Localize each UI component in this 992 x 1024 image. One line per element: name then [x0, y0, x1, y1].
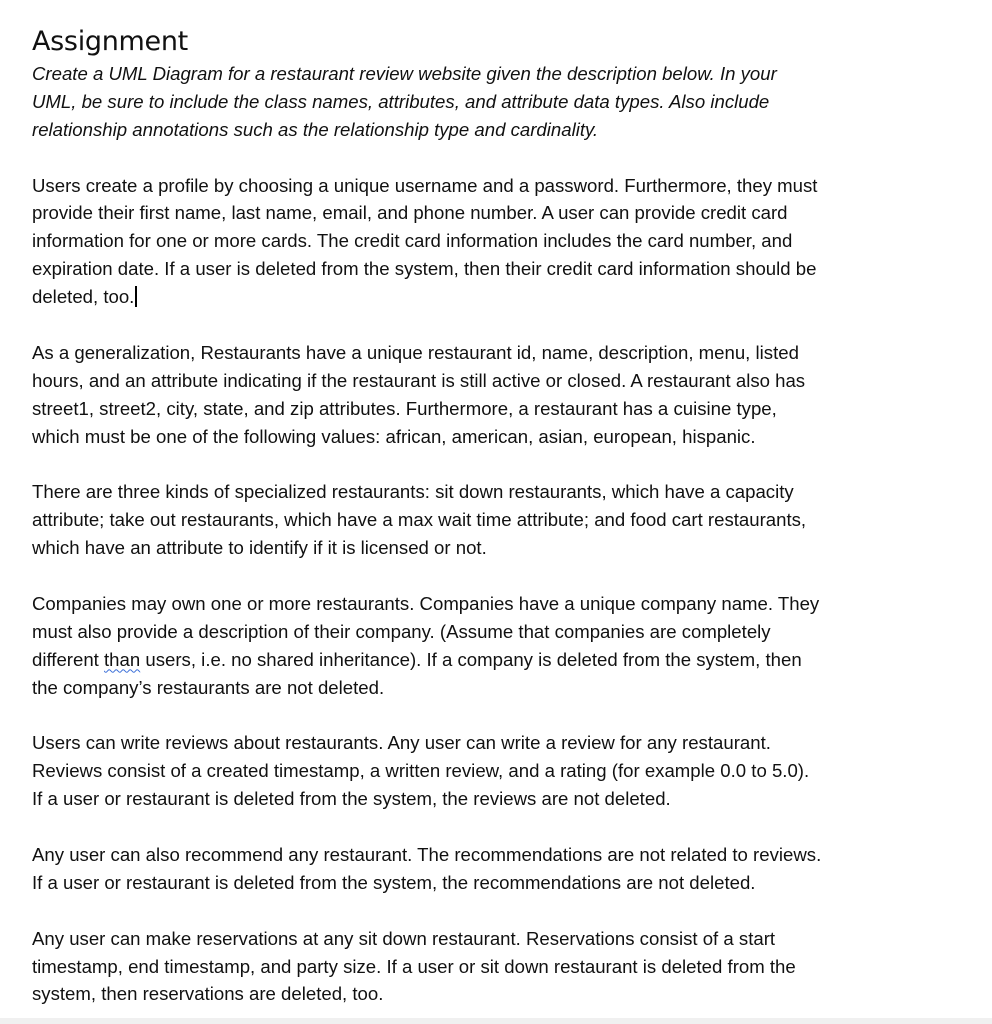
text-line: expiration date. If a user is deleted from the system, then their credit card information should be [32, 258, 817, 280]
assignment-instructions [32, 60, 972, 144]
paragraph-users [32, 172, 972, 311]
text-line: Any user can also recommend any restaurant. The recommendations are not related to reviews. [32, 843, 822, 865]
text-line: relationship annotations such as the relationship type and cardinality. [32, 118, 599, 140]
text-line: which must be one of the following values: african, american, asian, european, hispanic. [32, 425, 756, 447]
paragraph-restaurants [32, 339, 972, 451]
text-line [32, 283, 972, 311]
document-title: Assignment [32, 26, 188, 57]
page-bottom-edge [0, 1018, 992, 1024]
paragraph-recommendations [32, 841, 972, 897]
document-page[interactable] [32, 24, 972, 1008]
text-line: timestamp, end timestamp, and party size. If a user or sit down restaurant is deleted from the [32, 955, 796, 977]
text-line: Users can write reviews about restaurants. Any user can write a review for any restaurant. [32, 732, 771, 754]
text-span: users, i.e. no shared inheritance). If a company is deleted from the system, then [140, 648, 802, 670]
text-line: which have an attribute to identify if it is licensed or not. [32, 537, 487, 559]
text-line: the company’s restaurants are not deleted. [32, 676, 385, 698]
text-line: hours, and an attribute indicating if the restaurant is still active or closed. A restaurant also has [32, 369, 806, 391]
text-line: street1, street2, city, state, and zip attributes. Furthermore, a restaurant has a cuisine type, [32, 397, 777, 419]
text-line: system, then reservations are deleted, too. [32, 983, 384, 1005]
text-span: different [32, 648, 105, 670]
text-line: There are three kinds of specialized restaurants: sit down restaurants, which have a capacity [32, 481, 794, 503]
text-line: If a user or restaurant is deleted from the system, the reviews are not deleted. [32, 788, 671, 810]
text-line: Any user can make reservations at any sit down restaurant. Reservations consist of a start [32, 927, 776, 949]
text-line: must also provide a description of their company. (Assume that companies are completely [32, 620, 771, 642]
spellcheck-flagged-word[interactable]: than [104, 648, 141, 670]
text-line: Companies may own one or more restaurants. Companies have a unique company name. They [32, 592, 820, 614]
text-cursor [135, 286, 137, 307]
text-line: If a user or restaurant is deleted from the system, the recommendations are not deleted. [32, 871, 756, 893]
text-line: provide their first name, last name, email, and phone number. A user can provide credit card [32, 202, 788, 224]
text-line: Reviews consist of a created timestamp, a written review, and a rating (for example 0.0 to 5.0). [32, 760, 810, 782]
text-line: information for one or more cards. The credit card information includes the card number, and [32, 230, 793, 252]
text-line: Users create a profile by choosing a unique username and a password. Furthermore, they must [32, 174, 818, 196]
paragraph-reservations [32, 925, 972, 1009]
paragraph-companies [32, 590, 972, 702]
text-line: As a generalization, Restaurants have a unique restaurant id, name, description, menu, listed [32, 341, 799, 363]
text-line: attribute; take out restaurants, which have a max wait time attribute; and food cart restaurants, [32, 509, 807, 531]
paragraph-specialized-restaurants [32, 478, 972, 562]
paragraph-reviews [32, 729, 972, 813]
text-line: UML, be sure to include the class names, attributes, and attribute data types. Also include [32, 90, 770, 112]
text-line: Create a UML Diagram for a restaurant review website given the description below. In your [32, 63, 777, 84]
text-line [32, 646, 972, 674]
text-span: deleted, too. [32, 286, 135, 308]
